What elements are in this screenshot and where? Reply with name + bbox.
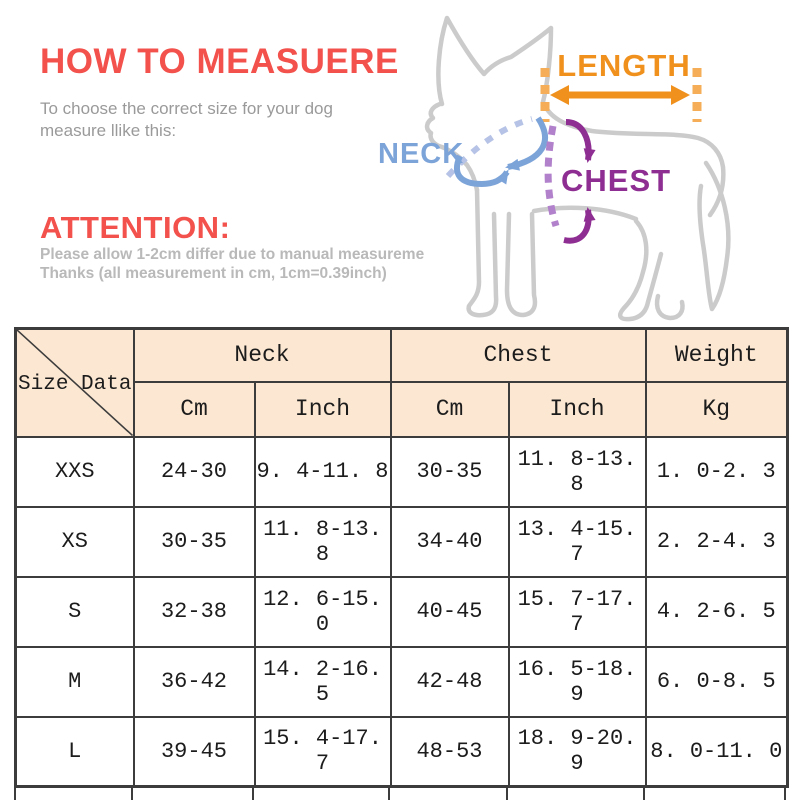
- neck-label: NECK: [378, 138, 465, 170]
- cell-chest-cm: 42-48: [391, 647, 509, 717]
- cell-weight-kg: 8. 0-11. 0: [646, 717, 788, 787]
- neck-group-header: Neck: [134, 329, 391, 382]
- weight-kg-header: Kg: [646, 382, 788, 437]
- table-row: [16, 507, 788, 577]
- cell-neck-cm: 24-30: [134, 437, 255, 507]
- border-stub: [252, 785, 254, 800]
- attention-note: [40, 246, 448, 284]
- border-stub: [784, 785, 786, 800]
- cell-neck-cm: 36-42: [134, 647, 255, 717]
- cell-chest-cm: 30-35: [391, 437, 509, 507]
- cell-weight-kg: 4. 2-6. 5: [646, 577, 788, 647]
- cell-chest-inch: 11. 8-13. 8: [509, 437, 646, 507]
- intro-text-line1: To choose the correct size for your dog: [40, 99, 333, 118]
- table-row: [16, 647, 788, 717]
- chest-inch-header: Inch: [509, 382, 646, 437]
- cell-neck-inch: 15. 4-17. 7: [255, 717, 391, 787]
- cell-size: S: [16, 577, 134, 647]
- chest-group-header: Chest: [391, 329, 646, 382]
- cell-chest-cm: 34-40: [391, 507, 509, 577]
- cell-neck-cm: 39-45: [134, 717, 255, 787]
- table-row: [16, 437, 788, 507]
- border-stub: [643, 785, 645, 800]
- border-stub: [131, 785, 133, 800]
- corner-header-cell: [16, 329, 134, 437]
- attention-note-line2: Thanks (all measurement in cm, 1cm=0.39inch): [40, 264, 387, 282]
- cell-neck-inch: 11. 8-13. 8: [255, 507, 391, 577]
- neck-inch-header: Inch: [255, 382, 391, 437]
- cell-weight-kg: 6. 0-8. 5: [646, 647, 788, 717]
- cell-neck-cm: 32-38: [134, 577, 255, 647]
- border-stub: [506, 785, 508, 800]
- cell-size: XXS: [16, 437, 134, 507]
- length-label: LENGTH: [557, 48, 691, 83]
- cell-neck-inch: 14. 2-16. 5: [255, 647, 391, 717]
- border-stub: [14, 785, 16, 800]
- cell-neck-inch: 12. 6-15. 0: [255, 577, 391, 647]
- intro-text-line2: measure llike this:: [40, 121, 177, 141]
- weight-group-header: Weight: [646, 329, 788, 382]
- cell-chest-inch: 15. 7-17. 7: [509, 577, 646, 647]
- neck-cm-header: Cm: [134, 382, 255, 437]
- attention-note-line1: Please allow 1-2cm differ due to manual measureme: [40, 246, 425, 263]
- cell-weight-kg: 2. 2-4. 3: [646, 507, 788, 577]
- chest-label: CHEST: [561, 163, 672, 198]
- page-title: HOW TO MEASUERE: [40, 42, 399, 81]
- cell-chest-inch: 18. 9-20. 9: [509, 717, 646, 787]
- cell-size: M: [16, 647, 134, 717]
- cell-neck-cm: 30-35: [134, 507, 255, 577]
- cell-chest-cm: 40-45: [391, 577, 509, 647]
- intro-text: [40, 98, 333, 143]
- table-row: [16, 717, 788, 787]
- cell-neck-inch: 9. 4-11. 8: [255, 437, 391, 507]
- size-chart-table: [14, 327, 789, 788]
- corner-label: Size Data: [18, 372, 132, 396]
- chest-cm-header: Cm: [391, 382, 509, 437]
- cell-weight-kg: 1. 0-2. 3: [646, 437, 788, 507]
- table-row: [16, 577, 788, 647]
- border-stub: [388, 785, 390, 800]
- cell-size: L: [16, 717, 134, 787]
- cell-chest-inch: 13. 4-15. 7: [509, 507, 646, 577]
- attention-heading: ATTENTION:: [40, 210, 231, 245]
- cell-size: XS: [16, 507, 134, 577]
- cell-chest-inch: 16. 5-18. 9: [509, 647, 646, 717]
- cell-chest-cm: 48-53: [391, 717, 509, 787]
